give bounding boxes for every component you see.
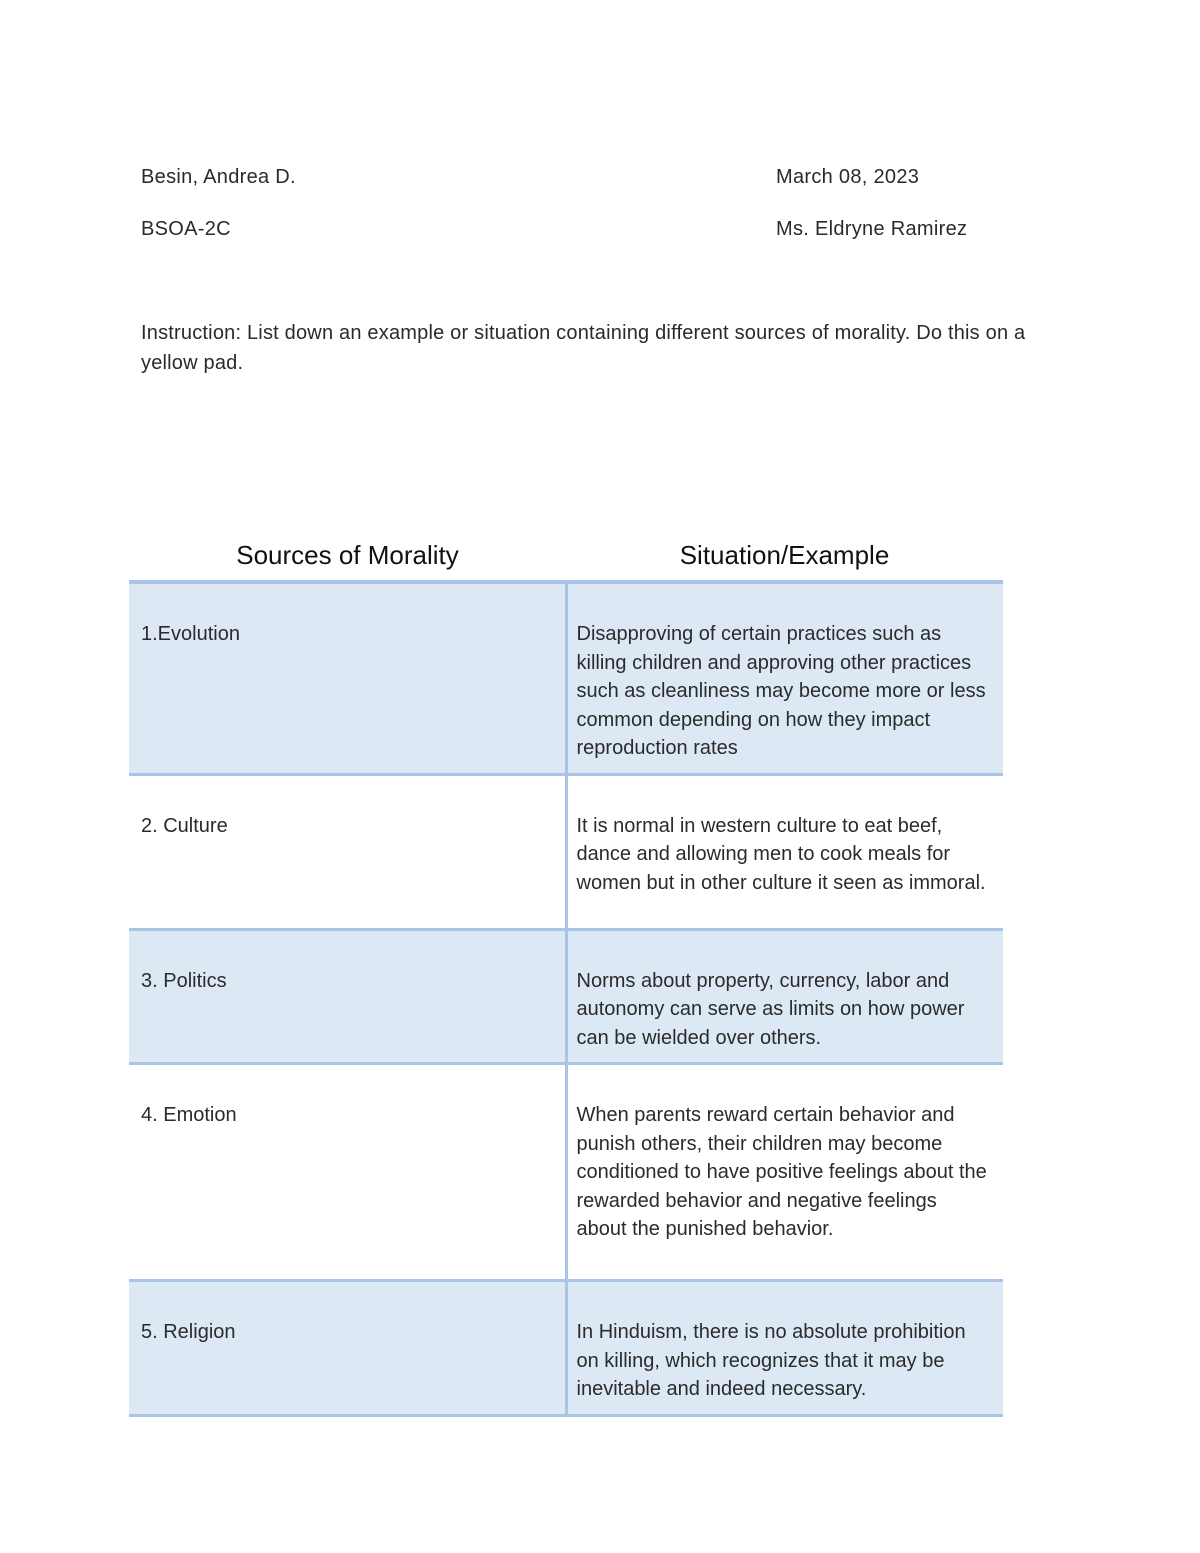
instruction-text: Instruction: List down an example or situation containing different sources of morality. Do this on a yellow pad. <box>141 322 1026 374</box>
source-cell: 3. Politics <box>129 929 566 1064</box>
source-cell: 2. Culture <box>129 774 566 929</box>
table-header-row <box>129 532 1003 582</box>
table-row <box>129 582 1003 774</box>
student-name: Besin, Andrea D. <box>141 166 296 188</box>
date: March 08, 2023 <box>776 166 920 188</box>
example-cell: Norms about property, currency, labor and autonomy can serve as limits on how power can be wielded over others. <box>566 929 1003 1064</box>
source-cell: 1.Evolution <box>129 582 566 774</box>
example-cell: Disapproving of certain practices such as killing children and approving other practices such as cleanliness may become more or less common depending on how they impact reproduction rates <box>566 582 1003 774</box>
column-header-sources: Sources of Morality <box>129 532 566 582</box>
instructor: Ms. Eldryne Ramirez <box>776 218 968 240</box>
table-row <box>129 1064 1003 1281</box>
source-cell: 5. Religion <box>129 1281 566 1416</box>
section: BSOA-2C <box>141 218 231 240</box>
column-header-example: Situation/Example <box>566 532 1003 582</box>
example-cell: It is normal in western culture to eat beef, dance and allowing men to cook meals for women but in other culture it seen as immoral. <box>566 774 1003 929</box>
table-row <box>129 1281 1003 1416</box>
example-cell: In Hinduism, there is no absolute prohibition on killing, which recognizes that it may be inevitable and indeed necessary. <box>566 1281 1003 1416</box>
table-row <box>129 774 1003 929</box>
morality-table <box>129 532 1003 1417</box>
table-row <box>129 929 1003 1064</box>
source-cell: 4. Emotion <box>129 1064 566 1281</box>
example-cell: When parents reward certain behavior and punish others, their children may become conditioned to have positive feelings about the rewarded behavior and negative feelings about the punished behavior. <box>566 1064 1003 1281</box>
